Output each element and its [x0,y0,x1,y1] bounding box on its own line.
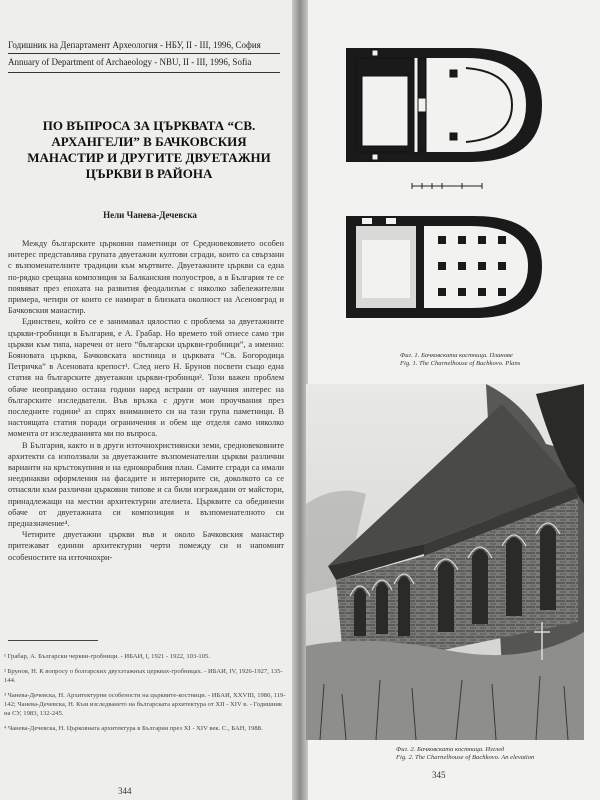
figure-1-caption-en: Fig. 1. The Charnelhouse of Bachkovo. Plans [400,360,521,367]
paragraph: Между българските църковни паметници от Средновековието особен интерес представлява групата двуетажни култови сгради, които са свързани с възпоменателните традиции към мъртвите. Двуетажните църкви са една по-рядко срещана композиция за Балканския полуостров, а в България те се появяват през епохата на развития феодализъм с няколко забележителни примера, четири от които се намират в близката околност на Асеновград и Бачковския манастир. [8,239,284,316]
upper-plan [346,48,542,162]
running-header-bg: Годишник на Департамент Археология - НБУ, II - III, 1996, София [8,40,261,50]
scale-bar [412,183,482,189]
page-number-right: 345 [432,770,446,780]
figure-2-caption-bg: Фиг. 2. Бачковската костница. Изглед [396,746,505,753]
footnote: ¹ Грабар, А. Български черкви-гробници. - ИБАИ, I, 1921 - 1922, 103-105. [4,653,210,660]
figure-2-caption-en: Fig. 2. The Charnelhouse of Bachkovo. An elevation [396,754,535,761]
running-header [8,40,280,68]
figure-1-caption [400,352,570,368]
footnotes [4,652,286,739]
footnote: ² Брунов, Н. К вопросу о болгарских двухэтажных церквах-гробницах. - ИБАИ, IV, 1926-1927, 135-144. [4,668,283,684]
article-author: Нели Чанева-Дечевска [103,210,197,220]
paragraph: Четирите двуетажни църкви във и около Бачковския манастир притежават единни архитектурни черти помежду си и напомнят особеностите на източнохри- [8,530,284,562]
header-rule-bottom [8,72,280,73]
page-number-left: 344 [118,786,132,796]
paragraph: Единствен, който се е занимавал цялостно с проблема за двуетажните църкви-гробници в България, е А. Грабар. Но времето той отнесе само три църкви към типа, наречен от него “български църкви-гробници”, а именно: Бояновата църква, Бачковската костница и църквата “Св. Богородица Петричка” в Асеновата крепост¹. След него Н. Брунов посвети също една статия на българските двуетажни църкви-гробници². Този важен проблем обаче неоправдано остана години наред встрани от научния интерес на българските изследватели. Във връзка с други мои проучвания през последните години³ аз спрях вниманието си на тази група паметници. В настоящата статия поради ограничения и обем ще отделя само няколко момента от изследванията ми по въпроса. [8,317,284,439]
header-rule-top [8,53,280,54]
floor-plans [342,40,552,340]
figure-2-caption [396,746,586,762]
running-header-en: Annuary of Department of Archaeology - NBU, II - III, 1996, Sofia [8,57,252,67]
footnote: ³ Чанева-Дечевска, Н. Архитектурни особености на църквите-костници. - ИБАИ, XXVIII, 1980, 119-142; Чанева-Дечевска, Н. Към изследването на българската архитектура от XII - XIV в. - Годишник на СУ, 1983, 132-245. [4,692,286,717]
paragraph: В България, както и в други източнохристиянски земи, средновековните архитекти са използвали за двуетажните възпоменателни църкви различни варианти на кръстокупния и на еднокорабния план. Самите сгради са имали неединакви оформления на фасадите и интериорите си, доколкото са се отнасяли към различни църковни типове и са били изграждани от майстори, принадлежащи на местни архитектурни ателиета. Църквите са обединени обаче от двуетажната си композиция и възпоменателното си предназначение⁴. [8,440,284,529]
church-photograph [306,384,584,740]
lower-plan [346,216,542,318]
article-title: ПО ВЪПРОСА ЗА ЦЪРКВАТА “СВ. АРХАНГЕЛИ” В БАЧКОВСКИЯ МАНАСТИР И ДРУГИТЕ ДВУЕТАЖНИ ЦЪРКВИ В РАЙОНА [27,118,271,181]
footnote: ⁴ Чанева-Дечевска, Н. Църковната архитектура в България през XI - XIV век. С., БАН, 1988. [4,725,263,732]
article-body [8,238,284,563]
footnote-rule [8,640,98,641]
figure-1-caption-bg: Фиг. 1. Бачковската костница. Планове [400,352,513,359]
